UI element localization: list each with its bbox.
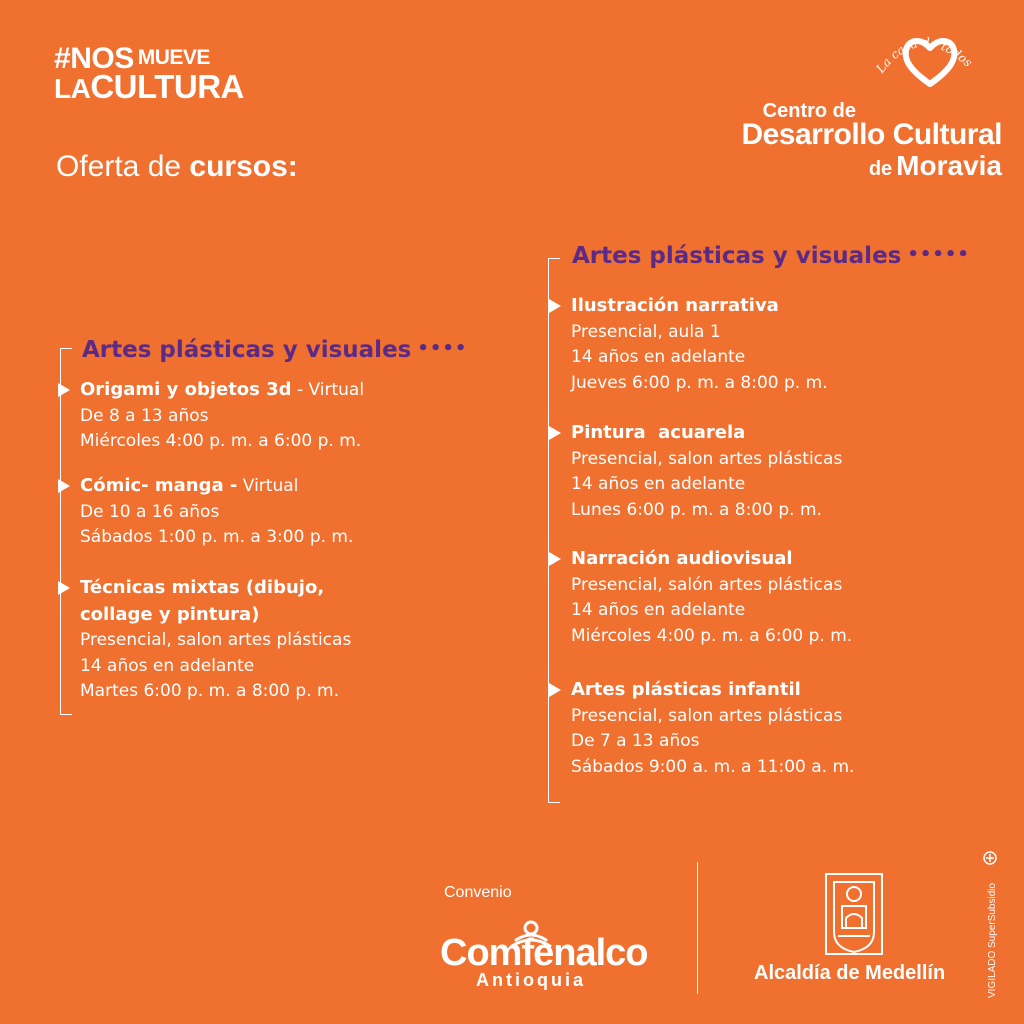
dots-decoration: ••••• [907,244,970,265]
svg-text:La casa de todos: La casa de todos [873,35,975,76]
center-logo [741,22,1002,181]
course-detail: Lunes 6:00 p. m. a 8:00 p. m. [571,499,822,520]
slogan-word-la: LA [54,73,91,104]
center-logo-line1: Centro de [762,100,856,122]
footer-divider [697,862,698,994]
arrow-icon [58,383,70,397]
center-logo-line3 [869,150,1002,182]
comfenalco-logo [440,918,648,990]
course-detail: De 7 a 13 años [571,731,700,751]
course-detail: Presencial, aula 1 [571,321,721,342]
arrow-icon [549,426,561,440]
slogan-hash: # [54,42,71,75]
slogan-word-cultura: CULTURA [90,68,244,105]
course-mode: Virtual [237,476,299,496]
slogan-word-nos: NOS [70,42,134,75]
left-column-bracket [60,348,62,715]
convenio-label: Convenio [444,884,512,901]
course-item [571,293,828,396]
dots-decoration: •••• [417,338,468,359]
course-detail: 14 años en adelante [571,347,746,367]
course-detail: Sábados 1:00 p. m. a 3:00 p. m. [80,527,354,547]
course-item [80,575,351,705]
arrow-icon [58,479,70,493]
tagline-arc [870,28,980,102]
coat-of-arms-icon [824,872,884,956]
right-section-heading [572,243,970,269]
course-name: Cómic- manga - [80,475,238,496]
course-mode: - Virtual [291,380,365,400]
course-name: Pintura acuarela [571,422,746,443]
arrow-icon [549,683,561,697]
course-detail: Presencial, salón artes plásticas [571,574,843,595]
course-detail: Jueves 6:00 p. m. a 8:00 p. m. [571,372,828,393]
alcaldia-logo-text: Alcaldía de Medellín [754,962,946,984]
course-item [571,677,854,780]
arrow-icon [58,581,70,595]
course-detail: 14 años en adelante [571,600,746,620]
course-name: Narración audiovisual [571,548,793,569]
course-name: Ilustración narrativa [571,295,779,316]
course-detail: Presencial, salon artes plásticas [80,630,352,650]
page-title [56,150,298,184]
course-detail: Sábados 9:00 a. m. a 11:00 a. m. [571,756,855,777]
course-item [80,377,364,455]
course-item [80,473,353,551]
arrow-icon [549,552,561,566]
course-name: Técnicas mixtas (dibujo, [80,577,325,598]
course-detail: Martes 6:00 p. m. a 8:00 p. m. [80,681,339,701]
course-name: collage y pintura) [80,603,260,625]
center-logo-moravia: Moravia [896,150,1002,181]
comfenalco-name: Comfenalco [440,932,648,974]
comfenalco-sub: Antioquia [476,970,586,990]
center-logo-line2: Desarrollo Cultural [741,118,1002,151]
course-name: Artes plásticas infantil [571,679,801,700]
course-detail: 14 años en adelante [571,474,746,494]
page-title-normal: Oferta de [56,150,190,183]
arrow-icon [549,299,561,313]
page-title-bold: cursos: [189,150,298,183]
slogan-word-mueve: MUEVE [137,46,210,69]
vigilado-badge [975,850,1005,1000]
left-section-heading-text: Artes plásticas y visuales [82,337,412,363]
course-item [571,420,842,523]
course-name: Origami y objetos 3d [80,379,292,400]
course-detail: 14 años en adelante [80,655,255,676]
right-column-bracket [548,258,550,803]
vigilado-text: VIGILADO SuperSubsidio [987,882,998,998]
center-logo-prefix: de [868,158,893,180]
course-item [571,546,852,649]
course-detail: Miércoles 4:00 p. m. a 6:00 p. m. [571,625,853,646]
right-section-heading-text: Artes plásticas y visuales [572,243,902,269]
course-detail: Presencial, salon artes plásticas [571,448,843,469]
course-detail: Miércoles 4:00 p. m. a 6:00 p. m. [80,431,362,451]
course-detail: De 8 a 13 años [80,405,209,426]
left-section-heading [82,337,467,363]
slogan-logo [54,44,244,103]
course-detail: Presencial, salon artes plásticas [571,705,843,726]
course-detail: De 10 a 16 años [80,501,220,522]
